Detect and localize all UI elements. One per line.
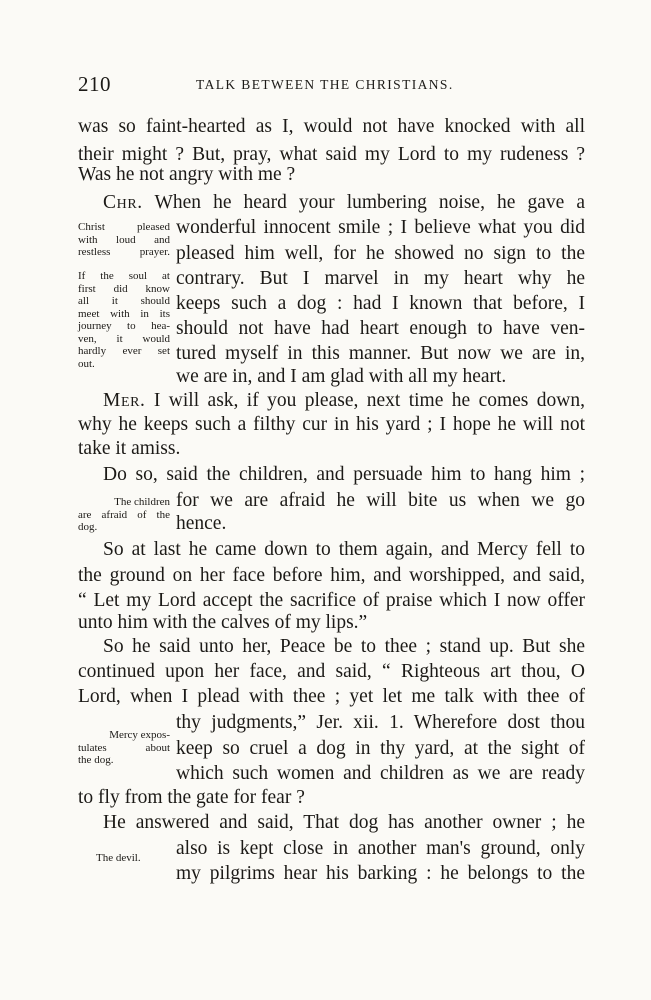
page-header — [78, 72, 588, 102]
text-line: to fly from the gate for fear ? — [78, 787, 305, 808]
text-line: Lord, when I plead with thee ; yet let me talk with thee of — [78, 686, 585, 707]
page-number: 210 — [78, 72, 111, 96]
text-line: their might ? But, pray, what said my Lord to my rudeness ? — [78, 144, 585, 165]
text-line: keeps such a dog : had I known that before, I — [176, 293, 585, 314]
text-line: hence. — [176, 513, 227, 534]
text-line: Chr. When he heard your lumbering noise, he gave a — [103, 192, 585, 213]
text-line: which such women and children as we are ready — [176, 763, 585, 784]
side-note: The devil. — [96, 852, 141, 864]
text-line: wonderful innocent smile ; I believe what you did — [176, 217, 585, 238]
text-line: my pilgrims hear his barking : he belongs to the — [176, 863, 585, 884]
text-line: why he keeps such a filthy cur in his yard ; I hope he will not — [78, 414, 585, 435]
text-line: take it amiss. — [78, 438, 181, 459]
side-note: If the soul at first did know all it should meet with in its journey to hea- ven, it would hardly ever set out. — [78, 270, 170, 370]
text-line: So at last he came down to them again, and Mercy fell to — [103, 539, 585, 560]
text-line: unto him with the calves of my lips.” — [78, 612, 368, 633]
text-line: contrary. But I marvel in my heart why he — [176, 268, 585, 289]
text-line: He answered and said, That dog has another owner ; he — [103, 812, 585, 833]
text-line: tured myself in this manner. But now we are in, — [176, 343, 585, 364]
speaker-label: Chr. — [103, 192, 143, 213]
running-head: TALK BETWEEN THE CHRISTIANS. — [196, 77, 454, 92]
side-note: Mercy expos- tulates about the dog. — [78, 729, 170, 766]
text-line: should not have had heart enough to have ven- — [176, 318, 585, 339]
text-line: keep so cruel a dog in thy yard, at the sight of — [176, 738, 585, 759]
text-line: the ground on her face before him, and worshipped, and said, — [78, 565, 585, 586]
text-line: “ Let my Lord accept the sacrifice of praise which I now offer — [78, 590, 585, 611]
side-note: The children are afraid of the dog. — [78, 496, 170, 533]
text-line: thy judgments,” Jer. xii. 1. Wherefore dost thou — [176, 712, 585, 733]
text-line: So he said unto her, Peace be to thee ; stand up. But she — [103, 636, 585, 657]
text-line: Was he not angry with me ? — [78, 164, 296, 185]
text-line: was so faint-hearted as I, would not have knocked with all — [78, 116, 585, 137]
text-line: Do so, said the children, and persuade him to hang him ; — [103, 464, 585, 485]
text-line: we are in, and I am glad with all my heart. — [176, 366, 507, 387]
speaker-label: Mer. — [103, 390, 146, 411]
text-line: pleased him well, for he showed no sign to the — [176, 243, 585, 264]
text-line: continued upon her face, and said, “ Righteous art thou, O — [78, 661, 585, 682]
text-line: Mer. I will ask, if you please, next time he comes down, — [103, 390, 585, 411]
text-line: also is kept close in another man's ground, only — [176, 838, 585, 859]
side-note: Christ pleased with loud and restless prayer. — [78, 221, 170, 258]
text-line: for we are afraid he will bite us when we go — [176, 490, 585, 511]
